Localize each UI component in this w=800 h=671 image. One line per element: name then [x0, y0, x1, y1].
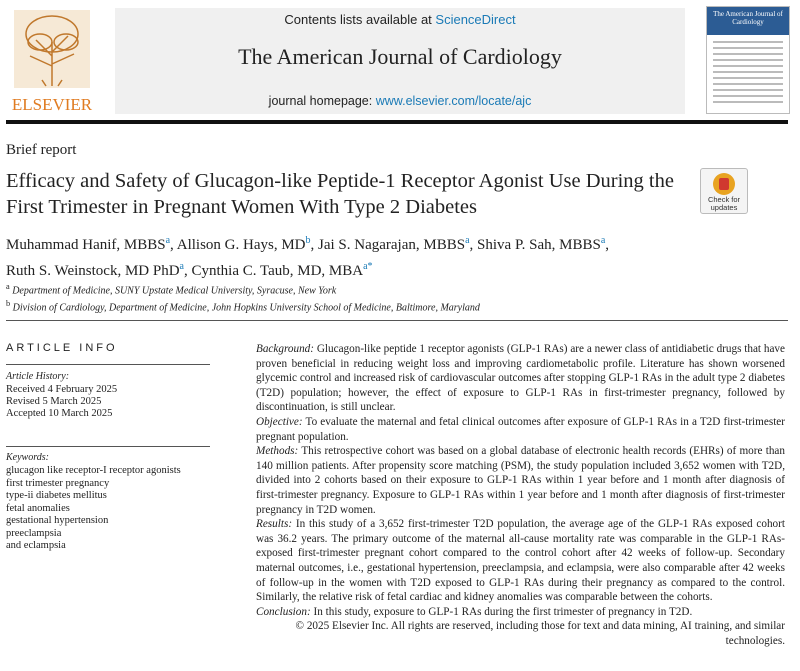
- author-separator: ,: [170, 237, 177, 253]
- keyword-item: first trimester pregnancy: [6, 477, 110, 489]
- abstract-methods: [256, 444, 785, 517]
- keyword-item: glucagon like receptor-I receptor agonists: [6, 465, 181, 476]
- abstract-background: [256, 342, 785, 415]
- affiliation-item: [6, 280, 706, 297]
- cover-text-lines: [713, 41, 783, 107]
- affiliations: [6, 280, 706, 315]
- author-affiliation-mark[interactable]: a*: [363, 261, 373, 272]
- article-history: [6, 384, 117, 420]
- section-label: Objective:: [256, 415, 303, 428]
- sciencedirect-link[interactable]: ScienceDirect: [435, 12, 516, 27]
- check-updates-label: Check for updates: [707, 195, 741, 212]
- affiliation-text: Department of Medicine, SUNY Upstate Medical University, Syracuse, New York: [12, 285, 337, 297]
- abstract-results: [256, 517, 785, 605]
- author-separator: ,: [605, 237, 610, 253]
- section-label: Conclusion:: [256, 605, 311, 618]
- section-label: Background:: [256, 343, 314, 355]
- contents-prefix: Contents lists available at: [284, 12, 436, 27]
- affiliation-mark: a: [6, 282, 10, 291]
- author-affiliation-mark[interactable]: a: [465, 235, 470, 246]
- history-item: Revised 5 March 2025: [6, 396, 102, 407]
- keyword-list: [6, 465, 181, 553]
- abstract: [256, 342, 785, 648]
- keyword-item: preeclampsia: [6, 527, 62, 539]
- keywords-rule: [6, 446, 210, 447]
- history-item: Accepted 10 March 2025: [6, 408, 113, 419]
- author-name[interactable]: Allison G. Hays, MD: [176, 237, 306, 253]
- affiliation-item: [6, 297, 706, 314]
- affiliation-text: Division of Cardiology, Department of Medicine, John Hopkins University School of Medicine, Baltimore, Maryland: [12, 302, 480, 314]
- contents-line: [115, 12, 685, 27]
- section-text: In this study, exposure to GLP-1 RAs during the first trimester of pregnancy in T2D.: [310, 605, 693, 618]
- author-affiliation-mark[interactable]: a: [600, 235, 606, 246]
- check-for-updates-button[interactable]: [700, 168, 748, 214]
- abstract-conclusion: [256, 605, 785, 620]
- section-text: This retrospective cohort was based on a global database of electronic health records (EHRs) of more than 140 million patients. After propensity score matching (PSM), the study population included 3,652 women with T2D, divided into 2 cohorts based on their exposure to GLP-1 RAs within 1 year before and 1 month after diagnosis of first-trimester pregnancy. Exposure to GLP-1 RAs within 1 year before and 1 month after diagnosis of first-trimester pregnancy in T2D women.: [256, 445, 785, 516]
- cover-title: The American Journal of Cardiology: [707, 7, 789, 35]
- article-title: Efficacy and Safety of Glucagon-like Peptide-1 Receptor Agonist Use During the First Trimester in Pregnant Women With Type 2 Diabetes: [6, 170, 674, 218]
- journal-title: The American Journal of Cardiology: [238, 44, 562, 69]
- article-info-heading: ARTICLE INFO: [6, 342, 118, 354]
- journal-cover-thumbnail[interactable]: [706, 6, 790, 114]
- author-affiliation-mark[interactable]: a: [165, 235, 171, 246]
- section-text: To evaluate the maternal and fetal clinical outcomes after exposure of GLP-1 RAs in a T2D first-trimester pregnant population.: [256, 415, 785, 443]
- article-history-heading: Article History:: [6, 371, 70, 382]
- section-divider: [6, 320, 788, 321]
- crossmark-icon: [713, 173, 735, 195]
- history-item: Received 4 February 2025: [6, 384, 118, 395]
- author-separator: ,: [184, 263, 192, 279]
- author-name[interactable]: Jai S. Nagarajan, MBBS: [318, 237, 466, 253]
- keywords-heading: Keywords:: [6, 452, 49, 463]
- keyword-item: type-ii diabetes mellitus: [6, 490, 107, 501]
- author-name[interactable]: Shiva P. Sah, MBBS: [477, 237, 601, 253]
- author-separator: ,: [469, 237, 478, 253]
- keyword-item: and eclampsia: [6, 540, 66, 551]
- keyword-item: fetal anomalies: [6, 502, 70, 514]
- section-text: In this study of a 3,652 first-trimester T2D population, the average age of the GLP-1 RAs exposed cohort was 36.2 years. The primary outcome of the maternal all-cause mortality rate was comparable in the GLP-1 RAs-exposed first-trimester pregnant cohort compared to the control cohort after 42 weeks of follow-up. Secondary maternal outcomes, i.e., gestational hypertension, preeclampsia, and eclampsia, were also comparable after 42 weeks of follow-up in the women with T2D exposed to GLP-1 RAs during their pregnancy as compared to the control. Similarly, the relative risk of fetal cardiac and kidney anomalies was comparable between the cohorts.: [256, 518, 785, 604]
- author-name[interactable]: Cynthia C. Taub, MD, MBA: [191, 263, 364, 279]
- homepage-prefix: journal homepage:: [268, 94, 376, 108]
- author-affiliation-mark[interactable]: b: [305, 235, 311, 246]
- abstract-objective: [256, 415, 785, 444]
- elsevier-logo: [6, 6, 98, 114]
- keyword-item: gestational hypertension: [6, 515, 109, 526]
- section-label: Methods:: [256, 445, 299, 458]
- homepage-link[interactable]: www.elsevier.com/locate/ajc: [375, 94, 532, 108]
- article-type: Brief report: [6, 142, 77, 158]
- article-info-rule: [6, 364, 210, 365]
- author-name[interactable]: Muhammad Hanif, MBBS: [6, 237, 166, 253]
- section-text: Glucagon-like peptide 1 receptor agonists (GLP-1 RAs) are a newer class of antidiabetic drugs that have proven beneficial in reducing weight loss and improving cardiometabolic profile. Literature has shown worsened glycemic control and increased risk of cardiovascular outcomes after stopping GLP-1 RAs in the adult type 2 diabetes (T2D) population; however, the effect of exposure to GLP-1 RAs in first-trimester pregnancy, followed by discontinuation, is still unclear.: [256, 343, 785, 414]
- author-name[interactable]: Ruth S. Weinstock, MD PhD: [6, 263, 180, 279]
- header-rule: [6, 120, 788, 124]
- author-list: [6, 230, 696, 282]
- copyright-notice: © 2025 Elsevier Inc. All rights are reserved, including those for text and data mining, AI training, and similar technologies.: [295, 620, 785, 647]
- author-separator: ,: [310, 237, 318, 253]
- author-affiliation-mark[interactable]: a: [179, 261, 184, 272]
- publisher-wordmark: ELSEVIER: [11, 95, 93, 114]
- section-label: Results:: [256, 518, 293, 531]
- journal-homepage: [115, 94, 685, 108]
- affiliation-mark: b: [6, 299, 11, 309]
